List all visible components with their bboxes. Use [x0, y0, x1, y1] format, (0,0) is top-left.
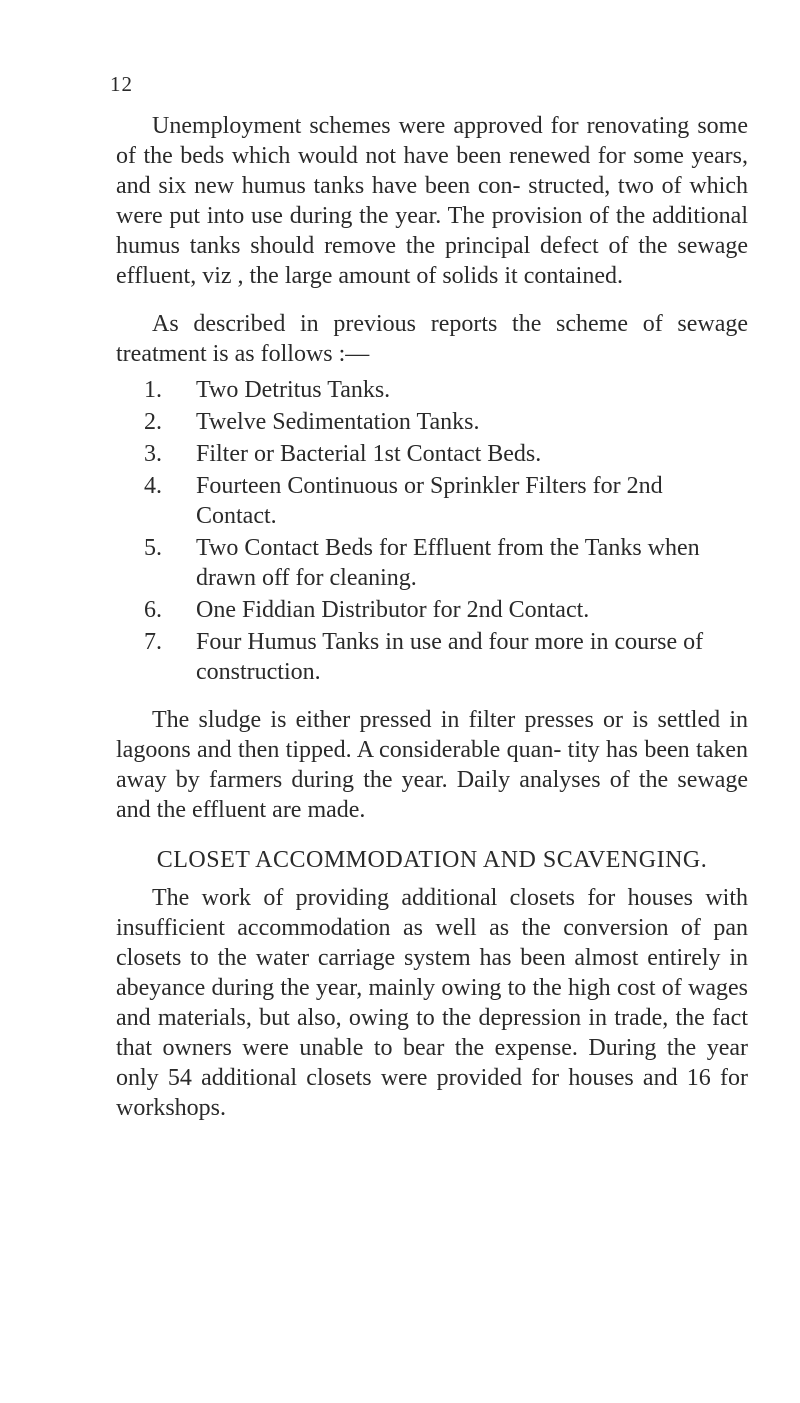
list-item-number: 6.	[144, 597, 162, 623]
list-item	[116, 407, 748, 437]
list-item-text: One Fiddian Distributor for 2nd Contact.	[196, 597, 590, 623]
list-item	[116, 471, 748, 531]
paragraph-sewage-scheme-intro: As described in previous reports the scheme of sewage treatment is as follows :—	[116, 311, 748, 367]
list-item-text: Filter or Bacterial 1st Contact Beds.	[196, 441, 542, 467]
list-item-number: 1.	[144, 377, 162, 403]
list-item	[116, 439, 748, 469]
list-item	[116, 375, 748, 405]
list-item-number: 5.	[144, 535, 162, 561]
paragraph-unemployment-schemes: Unemployment schemes were approved for renovating some of the beds which would not have been renewed for some years, and six new humus tanks have been con- structed, two of which were put into use during the year. The provision of the additional humus tanks should remove the principal defect of the sewage effluent, viz , the large amount of solids it contained.	[116, 113, 748, 289]
list-item-number: 4.	[144, 473, 162, 499]
list-item-text: Twelve Sedimentation Tanks.	[196, 409, 480, 435]
paragraph-closets: The work of providing additional closets for houses with insufficient accommodation as well as the conversion of pan closets to the water carriage system has been almost entirely in abeyance during the year, mainly owing to the high cost of wages and materials, but also, owing to the depression in trade, the fact that owners were unable to bear the expense. During the year only 54 additional closets were provided for houses and 16 for workshops.	[116, 885, 748, 1121]
list-item-number: 7.	[144, 629, 162, 655]
section-heading: CLOSET ACCOMMODATION AND SCAVENGING.	[156, 847, 708, 873]
list-item-text: Fourteen Continuous or Sprinkler Filters for 2nd Contact.	[196, 473, 663, 529]
list-item-text: Two Contact Beds for Effluent from the Tanks when drawn off for cleaning.	[196, 535, 700, 591]
list-item-number: 3.	[144, 441, 162, 467]
sewage-treatment-list	[116, 375, 748, 687]
list-item	[116, 627, 748, 687]
list-item-text: Four Humus Tanks in use and four more in course of construction.	[196, 629, 704, 685]
paragraph-sludge: The sludge is either pressed in filter presses or is settled in lagoons and then tipped. A considerable quan- tity has been taken away by farmers during the year. Daily analyses of the sewage and the effluent are made.	[116, 707, 748, 823]
list-item-text: Two Detritus Tanks.	[196, 377, 391, 403]
list-item	[116, 533, 748, 593]
page-number: 12	[110, 72, 133, 96]
list-item	[116, 595, 748, 625]
body-text	[116, 111, 748, 1123]
list-item-number: 2.	[144, 409, 162, 435]
